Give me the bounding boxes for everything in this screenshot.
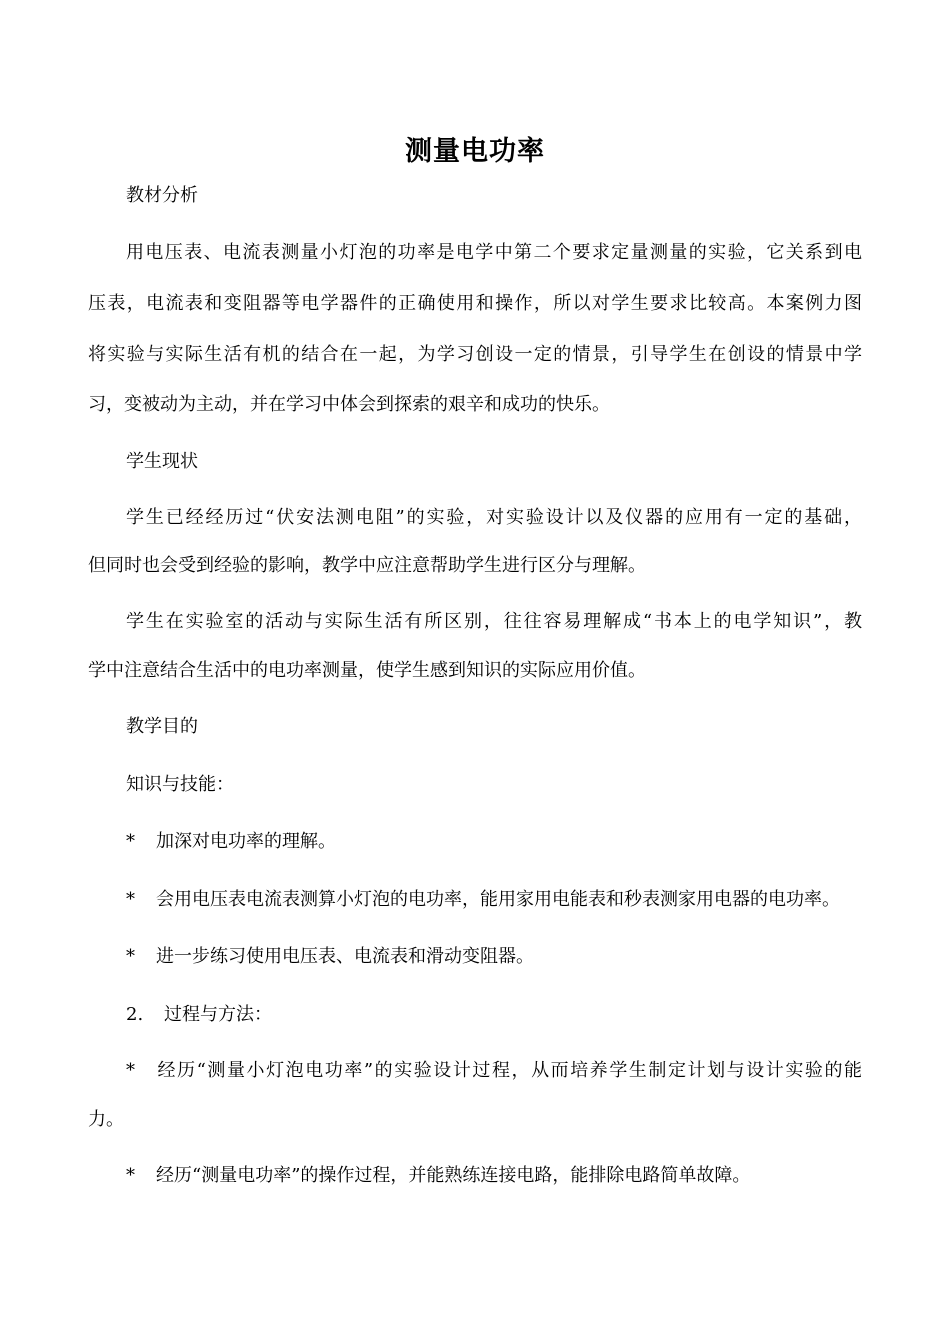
- students-paragraph2-line-2: 学中注意结合生活中的电功率测量，使学生感到知识的实际应用价值。: [88, 660, 646, 681]
- bullet-mark: *: [126, 1165, 135, 1186]
- section-heading-goals: 教学目的: [126, 716, 198, 737]
- knowledge-item-text: 会用电压表电流表测算小灯泡的电功率，能用家用电能表和秒表测家用电器的电功率。: [156, 889, 840, 910]
- process-item-text: 经历“测量电功率”的操作过程，并能熟练连接电路，能排除电路简单故障。: [156, 1165, 751, 1186]
- process-item-1-line-1: [126, 1058, 862, 1084]
- analysis-paragraph-line-2: 压表，电流表和变阻器等电学器件的正确使用和操作，所以对学生要求比较高。本案例力图: [88, 293, 862, 314]
- process-heading: 过程与方法：: [164, 1004, 272, 1025]
- bullet-mark: *: [126, 831, 135, 852]
- section-heading-students: 学生现状: [126, 451, 198, 472]
- section-heading-analysis: 教材分析: [126, 185, 198, 206]
- process-number: 2.: [126, 1004, 144, 1025]
- knowledge-item-text: 加深对电功率的理解。: [156, 831, 336, 852]
- process-item-2: [126, 1163, 750, 1189]
- analysis-paragraph-line-3: 将实验与实际生活有机的结合在一起，为学习创设一定的情景，引导学生在创设的情景中学: [88, 344, 862, 365]
- process-item-text: 经历“测量小灯泡电功率”的实验设计过程，从而培养学生制定计划与设计实验的能: [156, 1060, 862, 1081]
- students-paragraph2-line-1: 学生在实验室的活动与实际生活有所区别，往往容易理解成“书本上的电学知识”，教: [126, 611, 862, 632]
- subheading-process: [126, 1002, 272, 1028]
- knowledge-item-2: [126, 887, 840, 913]
- knowledge-item-text: 进一步练习使用电压表、电流表和滑动变阻器。: [156, 946, 534, 967]
- students-paragraph1-line-1: 学生已经经历过“伏安法测电阻”的实验，对实验设计以及仪器的应用有一定的基础，: [126, 507, 862, 528]
- bullet-mark: *: [126, 946, 135, 967]
- analysis-paragraph-line-1: 用电压表、电流表测量小灯泡的功率是电学中第二个要求定量测量的实验，它关系到电: [126, 242, 862, 263]
- bullet-mark: *: [126, 889, 135, 910]
- subheading-knowledge: 知识与技能：: [126, 774, 234, 795]
- analysis-paragraph-line-4: 习，变被动为主动，并在学习中体会到探索的艰辛和成功的快乐。: [88, 394, 610, 415]
- knowledge-item-3: [126, 944, 534, 970]
- students-paragraph1-line-2: 但同时也会受到经验的影响，教学中应注意帮助学生进行区分与理解。: [88, 555, 646, 576]
- process-item-1-line-2: 力。: [88, 1109, 124, 1130]
- knowledge-item-1: [126, 829, 336, 855]
- document-title: 测量电功率: [405, 136, 545, 167]
- bullet-mark: *: [126, 1060, 135, 1081]
